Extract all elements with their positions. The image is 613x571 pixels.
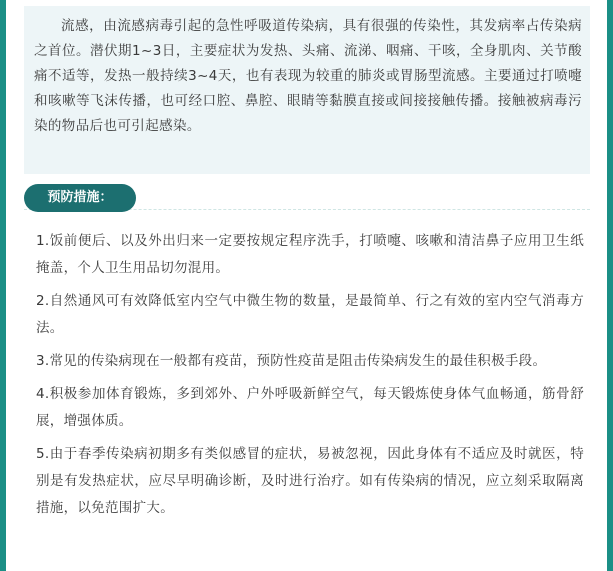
section-title-badge: 预防措施： [24, 184, 136, 212]
measure-item-4: 4.积极参加体育锻炼，多到郊外、户外呼吸新鲜空气，每天锻炼使身体气血畅通，筋骨舒展，增强体质。 [36, 386, 584, 429]
intro-box [24, 6, 590, 174]
measure-item-1: 1.饭前便后、以及外出归来一定要按规定程序洗手，打喷嚏、咳嗽和清洁鼻子应用卫生纸掩盖，个人卫生用品切勿混用。 [36, 233, 584, 276]
intro-paragraph: 流感，由流感病毒引起的急性呼吸道传染病，具有很强的传染性，其发病率占传染病之首位。潜伏期1~3日，主要症状为发热、头痛、流涕、咽痛、干咳，全身肌肉、关节酸痛不适等，发热一般持续3~4天，也有表现为较重的肺炎或胃肠型流感。主要通过打喷嚏和咳嗽等飞沫传播，也可经口腔、鼻腔、眼睛等黏膜直接或间接接触传播。接触被病毒污染的物品后也可引起感染。 [34, 18, 582, 134]
measure-item-2: 2.自然通风可有效降低室内空气中微生物的数量，是最简单、行之有效的室内空气消毒方法。 [36, 293, 584, 336]
prevention-measures-list [36, 228, 584, 522]
measure-item-3: 3.常见的传染病现在一般都有疫苗，预防性疫苗是阻击传染病发生的最佳积极手段。 [36, 353, 547, 369]
measure-item-5: 5.由于春季传染病初期多有类似感冒的症状，易被忽视，因此身体有不适应及时就医，特别是有发热症状，应尽早明确诊断，及时进行治疗。如有传染病的情况，应立刻采取隔离措施，以免范围扩大。 [36, 446, 584, 516]
